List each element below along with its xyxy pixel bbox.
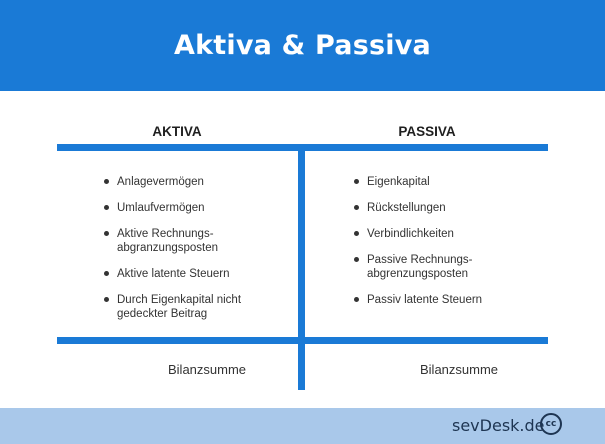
passiva-item-label: Passive Rechnungs- abgrenzungsposten <box>367 254 473 280</box>
passiva-list <box>354 175 534 307</box>
bullet-icon <box>354 297 359 302</box>
bullet-icon <box>104 231 109 236</box>
bullet-icon <box>104 179 109 184</box>
brand-text: sevDesk.de <box>452 416 545 435</box>
aktiva-list <box>104 175 284 321</box>
aktiva-item-label: Aktive latente Steuern <box>117 268 230 280</box>
aktiva-sum-label: Bilanzsumme <box>168 362 247 377</box>
passiva-item-label: Eigenkapital <box>367 176 430 188</box>
center-divider <box>298 144 305 390</box>
list-item <box>104 267 284 281</box>
passiva-item-label: Verbindlichkeiten <box>367 228 454 240</box>
list-item <box>354 293 534 307</box>
aktiva-item-label: Umlaufvermögen <box>117 202 205 214</box>
page-title: Aktiva & Passiva <box>174 30 431 61</box>
passiva-item-label: Rückstellungen <box>367 202 446 214</box>
bullet-icon <box>354 205 359 210</box>
passiva-heading: PASSIVA <box>398 124 456 139</box>
list-item <box>104 175 284 189</box>
bullet-icon <box>104 205 109 210</box>
bottom-divider <box>57 337 548 344</box>
list-item <box>354 253 534 281</box>
list-item <box>104 201 284 215</box>
bullet-icon <box>354 231 359 236</box>
list-item <box>104 293 284 321</box>
bullet-icon <box>354 257 359 262</box>
list-item <box>354 227 534 241</box>
list-item <box>354 175 534 189</box>
aktiva-item-label: Aktive Rechnungs- abgranzungsposten <box>117 228 219 254</box>
brand-logo-icon: cc <box>540 413 562 435</box>
list-item <box>354 201 534 215</box>
aktiva-heading: AKTIVA <box>152 124 202 139</box>
aktiva-item-label: Anlagevermögen <box>117 176 204 188</box>
header-banner <box>0 0 605 91</box>
passiva-item-label: Passiv latente Steuern <box>367 294 483 306</box>
passiva-sum-label: Bilanzsumme <box>420 362 499 377</box>
aktiva-item-label: Durch Eigenkapital nicht gedeckter Beitrag <box>117 294 242 320</box>
bullet-icon <box>354 179 359 184</box>
bullet-icon <box>104 271 109 276</box>
list-item <box>104 227 284 255</box>
bullet-icon <box>104 297 109 302</box>
